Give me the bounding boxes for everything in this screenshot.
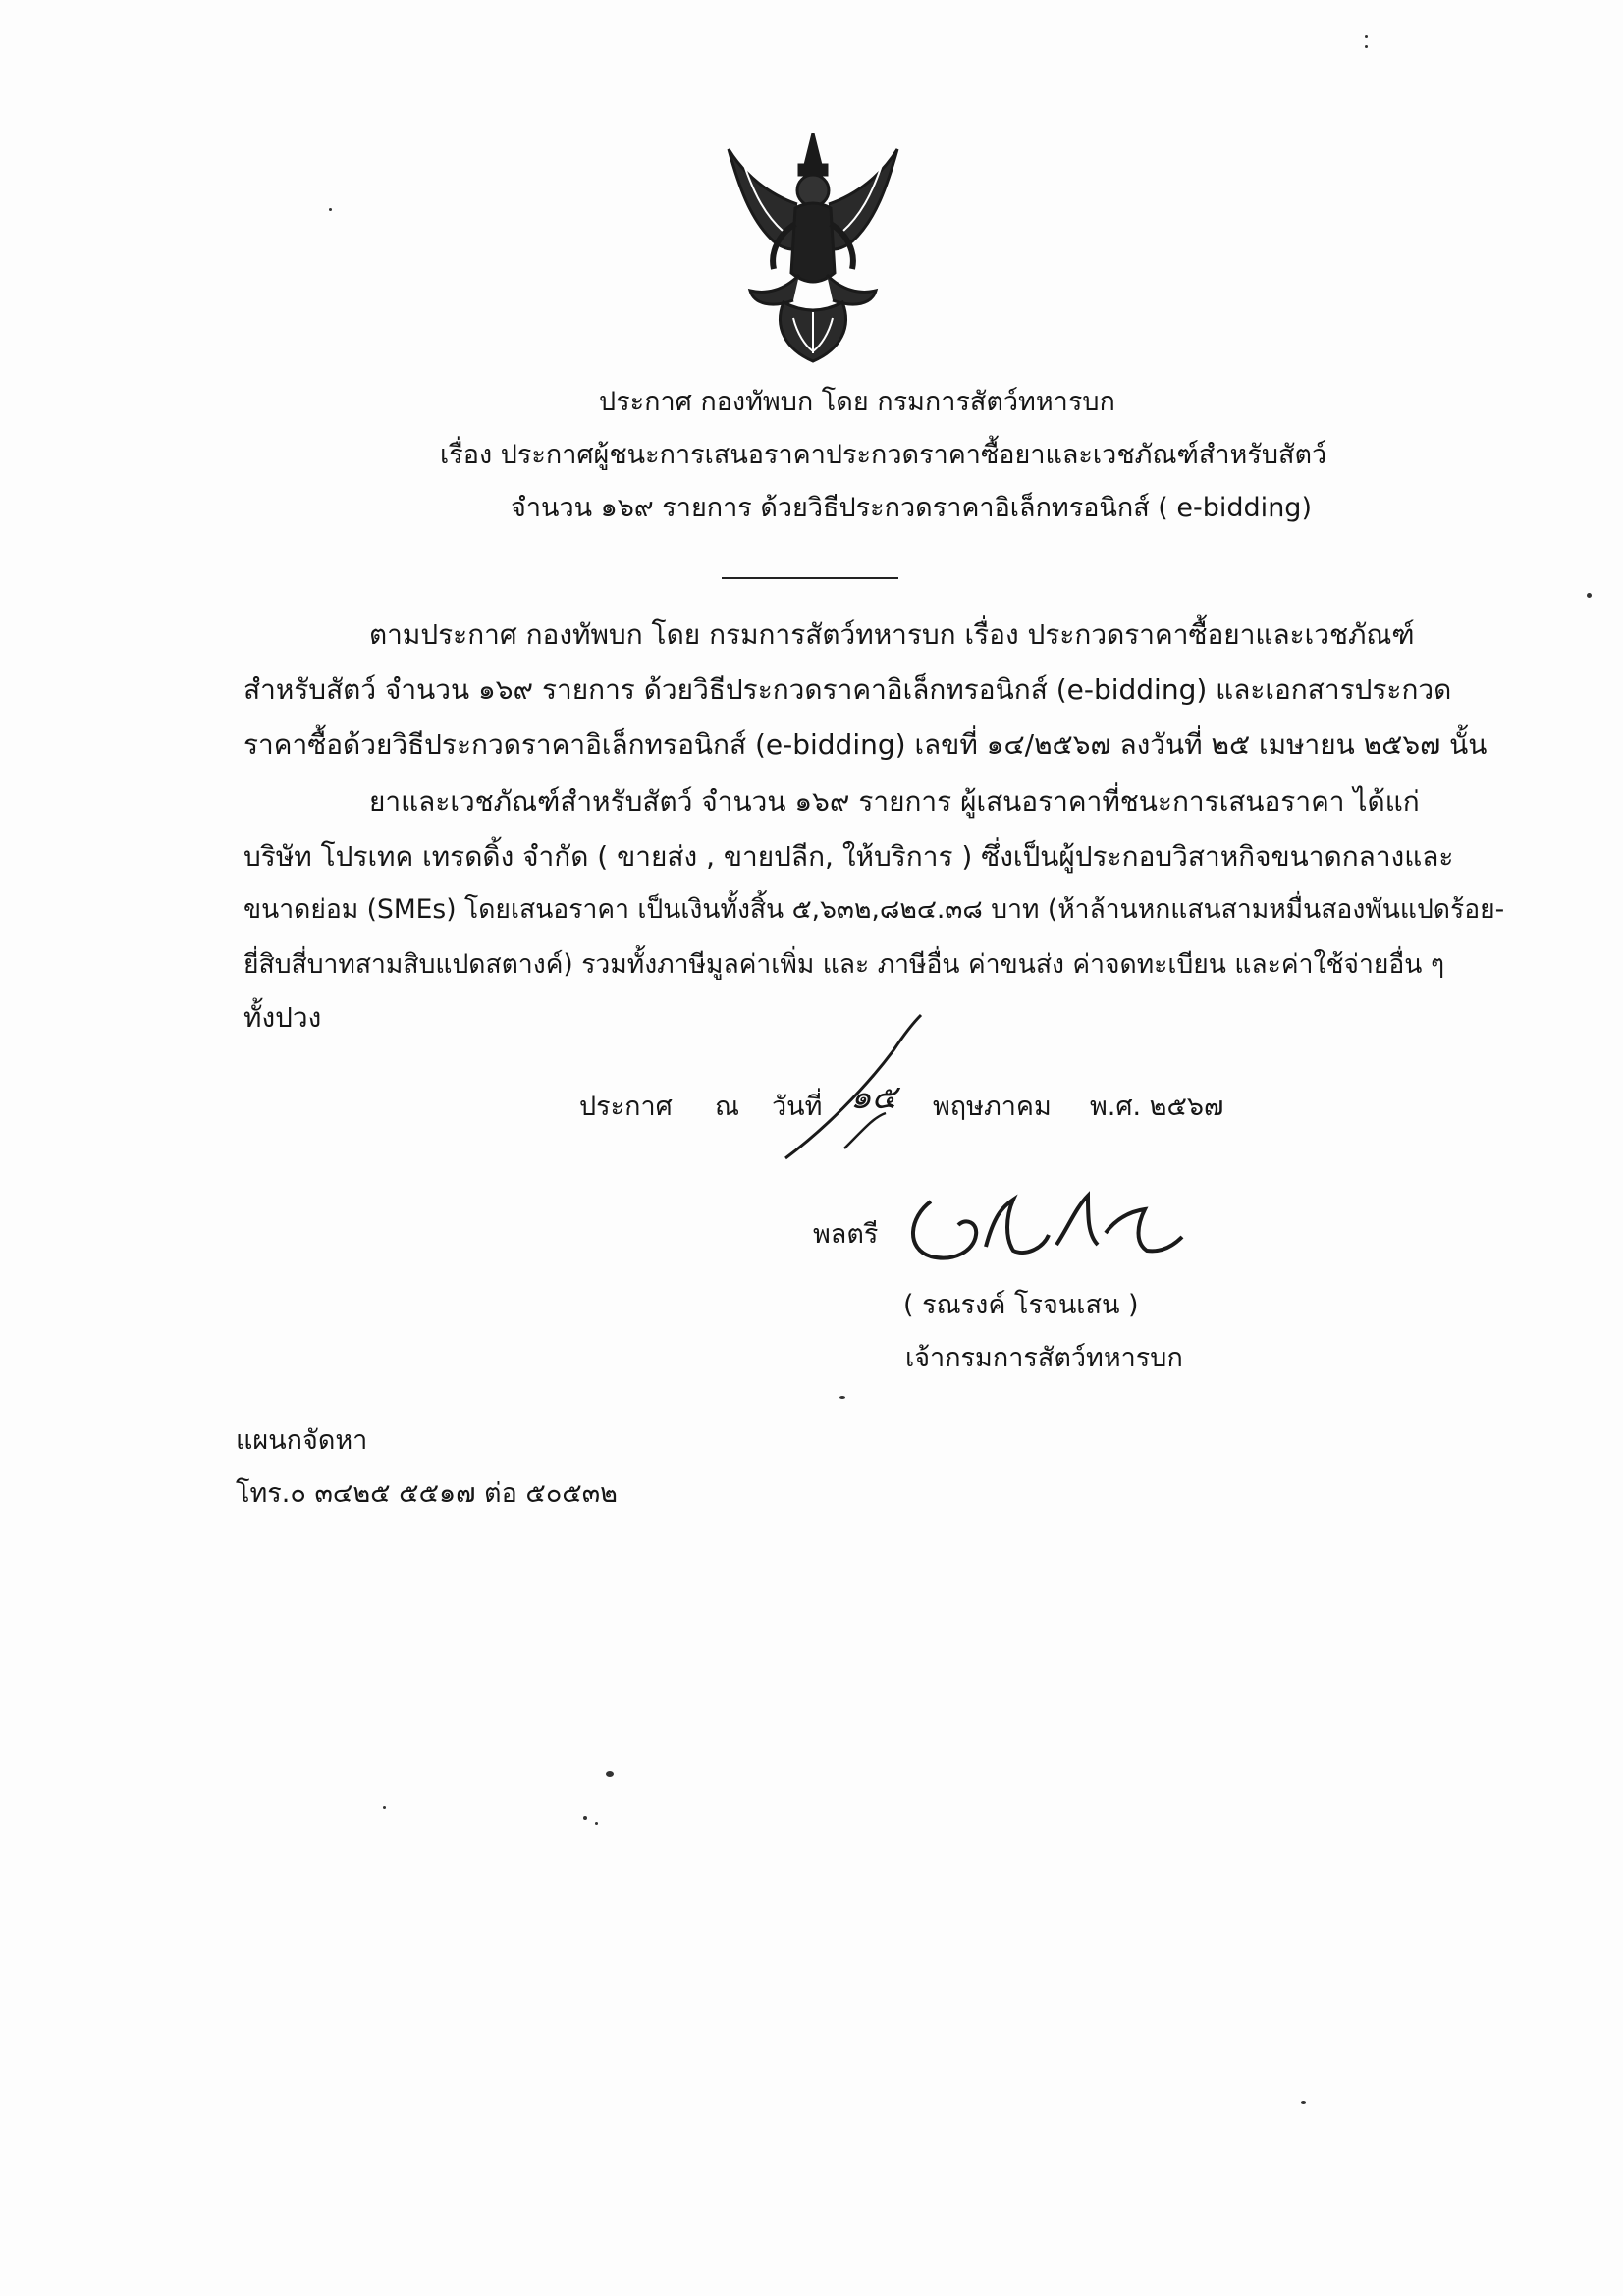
- signatory-position: เจ้ากรมการสัตว์ทหารบก: [905, 1343, 1183, 1373]
- date-initial-stroke-icon: [776, 1011, 972, 1168]
- announced-label: ประกาศ: [579, 1092, 673, 1122]
- scan-speck: [1587, 593, 1592, 598]
- body-paragraph-2-line-2: บริษัท โปรเทค เทรดดิ้ง จำกัด ( ขายส่ง , ขายปลีก, ให้บริการ ) ซึ่งเป็นผู้ประกอบวิสาหกิจขนาดกลางและ: [243, 840, 1454, 873]
- announcement-subject-cont: จำนวน ๑๖๙ รายการ ด้วยวิธีประกวดราคาอิเล็กทรอนิกส์ ( e-bidding): [511, 493, 1312, 523]
- body-paragraph-1-line-2: สำหรับสัตว์ จำนวน ๑๖๙ รายการ ด้วยวิธีประกวดราคาอิเล็กทรอนิกส์ (e-bidding) และเอกสารประกวด: [243, 673, 1452, 706]
- scan-speck: [1301, 2101, 1306, 2104]
- day-label: วันที่: [772, 1092, 823, 1122]
- at-label: ณ: [715, 1092, 740, 1122]
- garuda-emblem-icon: [715, 126, 911, 371]
- scan-speck: [329, 208, 332, 211]
- body-paragraph-2-line-3: ขนาดย่อม (SMEs) โดยเสนอราคา เป็นเงินทั้งสิ้น ๕,๖๓๒,๘๒๔.๓๘ บาท (ห้าล้านหกแสนสามหมื่นสองพันแปดร้อย-: [243, 894, 1505, 925]
- title-divider: [722, 577, 898, 579]
- body-paragraph-2-line-1: ยาและเวชภัณฑ์สำหรับสัตว์ จำนวน ๑๖๙ รายการ ผู้เสนอราคาที่ชนะการเสนอราคา ได้แก่: [369, 785, 1420, 818]
- month-label: พฤษภาคม: [933, 1092, 1052, 1122]
- announcement-title: ประกาศ กองทัพบก โดย กรมการสัตว์ทหารบก: [599, 387, 1115, 417]
- scan-speck: [839, 1396, 845, 1399]
- phone-label: โทร.๐ ๓๔๒๕ ๕๕๑๗ ต่อ ๕๐๕๓๒: [236, 1478, 618, 1509]
- scan-speck: [583, 1816, 587, 1820]
- scan-speck: [1365, 45, 1368, 48]
- body-paragraph-2-line-4: ยี่สิบสี่บาทสามสิบแปดสตางค์) รวมทั้งภาษีมูลค่าเพิ่ม และ ภาษีอื่น ค่าขนส่ง ค่าจดทะเบียน และค่าใช้จ่ายอื่น ๆ: [243, 949, 1445, 980]
- body-paragraph-1-line-1: ตามประกาศ กองทัพบก โดย กรมการสัตว์ทหารบก เรื่อง ประกวดราคาซื้อยาและเวชภัณฑ์: [369, 618, 1415, 651]
- day-value: ๑๕: [850, 1078, 897, 1117]
- department-label: แผนกจัดหา: [236, 1425, 368, 1456]
- scan-speck: [383, 1806, 386, 1809]
- body-paragraph-1-line-3: ราคาซื้อด้วยวิธีประกวดราคาอิเล็กทรอนิกส์ (e-bidding) เลขที่ ๑๔/๒๕๖๗ ลงวันที่ ๒๕ เมษายน ๒๕๖๗ นั้น: [243, 728, 1488, 761]
- scan-speck: [595, 1822, 598, 1825]
- body-paragraph-2-line-5: ทั้งปวง: [243, 1001, 322, 1034]
- signatory-name: ( รณรงค์ โรจนเสน ): [903, 1290, 1139, 1320]
- scan-speck: [1365, 35, 1368, 38]
- year-label: พ.ศ. ๒๕๖๗: [1090, 1092, 1224, 1122]
- handwritten-signature-icon: [895, 1178, 1190, 1276]
- announcement-subject: เรื่อง ประกาศผู้ชนะการเสนอราคาประกวดราคาซื้อยาและเวชภัณฑ์สำหรับสัตว์: [440, 440, 1327, 470]
- scan-speck: [606, 1771, 614, 1777]
- rank-label: พลตรี: [813, 1219, 879, 1250]
